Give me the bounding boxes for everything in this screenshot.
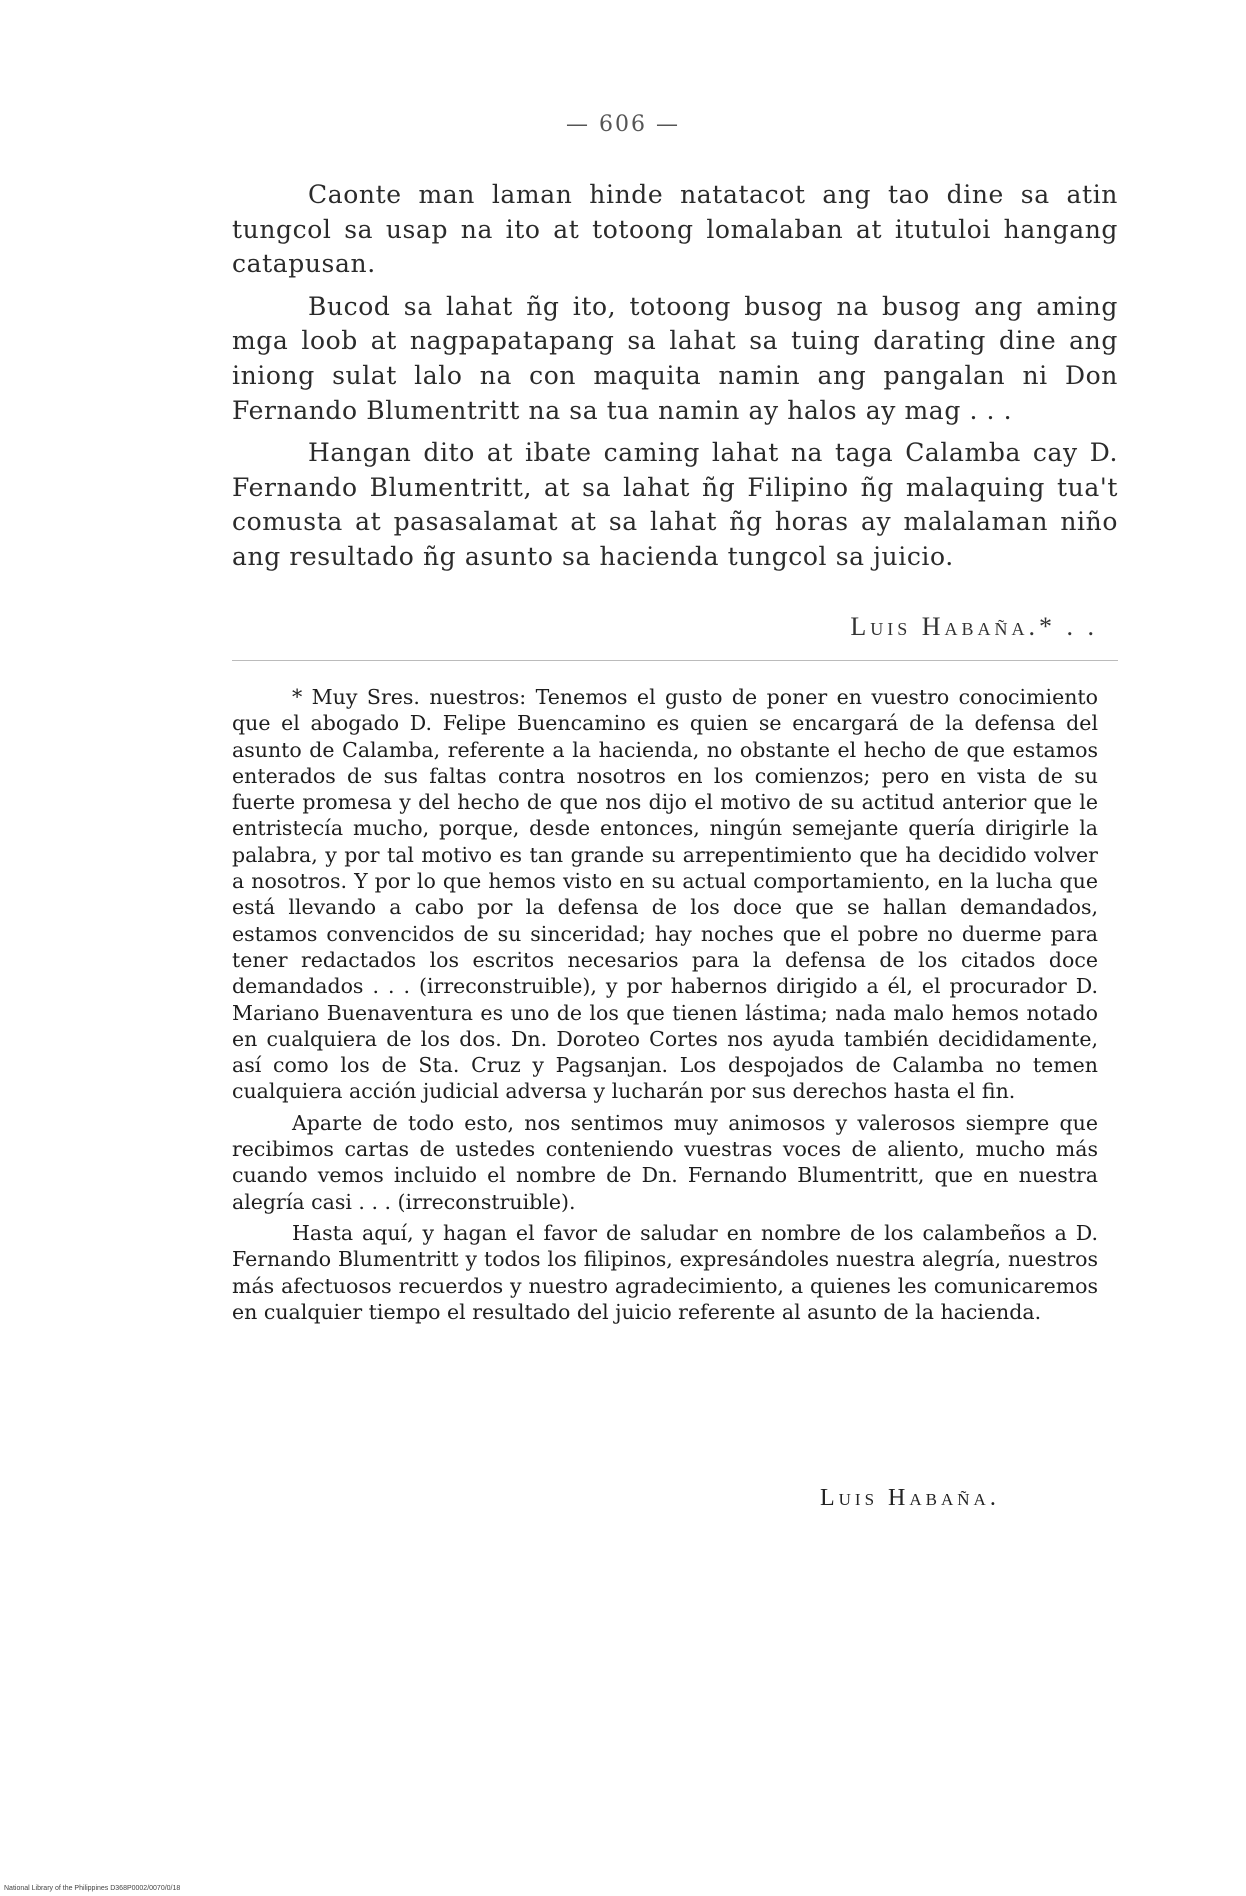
footnote-paragraph: Hasta aquí, y hagan el favor de saludar en nombre de los calambeños a D. Fernando Blumentritt y todos los filipinos, expresándoles nuestra alegría, nuestros más afectuosos recuerdos y nuestro agradecimiento, a quienes les comunicaremos en cualquier tiempo el resultado del juicio referente al asunto de la hacienda. [232, 1220, 1098, 1324]
footnote-divider [232, 660, 1118, 661]
footnote-paragraph: * Muy Sres. nuestros: Tenemos el gusto de poner en vuestro conocimiento que el abogado D. Felipe Buencamino es quien se encargará de la defensa del asunto de Calamba, referente a la hacienda, no obstante el hecho de que estamos enterados de sus faltas contra nosotros en los comienzos; pero en vista de su fuerte promesa y del hecho de que nos dijo el motivo de su actitud anterior que le entristecía mucho, porque, desde entonces, ningún semejante quería dirigirle la palabra, y por tal motivo es tan grande su arrepentimiento que ha decidido volver a nosotros. Y por lo que hemos visto en su actual comportamiento, en la lucha que está llevando a cabo por la defensa de los doce que se hallan demandados, estamos convencidos de su sinceridad; hay noches que el pobre no duerme para tener redactados los escritos necesarios para la defensa de los citados doce demandados . . . (irreconstruible), y por habernos dirigido a él, el procurador D. Mariano Buenaventura es uno de los que tienen lástima; nada malo hemos notado en cualquiera de los dos. Dn. Doroteo Cortes nos ayuda también decididamente, así como los de Sta. Cruz y Pagsanjan. Los despojados de Calamba no temen cualquiera acción judicial adversa y lucharán por sus derechos hasta el fin. [232, 685, 1098, 1104]
footnote-paragraph: Aparte de todo esto, nos sentimos muy animosos y valerosos siempre que recibimos cartas de ustedes conteniendo vuestras voces de aliento, mucho más cuando vemos incluido el nombre de Dn. Fernando Blumentritt, que en nuestra alegría casi . . . (irreconstruible). [232, 1110, 1098, 1214]
footnote [232, 684, 1098, 1330]
main-paragraph: Hangan dito at ibate caming lahat na taga Calamba cay D. Fernando Blumentritt, at sa lahat ñg Filipino ñg malaquing tua't comusta at pasasalamat at sa lahat ñg horas ay malalaman niño ang resultado ñg asunto sa hacienda tungcol sa juicio. [232, 438, 1118, 571]
main-signature: Luis Habaña.* . . [850, 612, 1098, 641]
footnote-signature: Luis Habaña. [820, 1485, 1000, 1511]
page-number: — 606 — [566, 112, 680, 137]
main-text [232, 178, 1118, 583]
main-paragraph: Caonte man laman hinde natatacot ang tao dine sa atin tungcol sa usap na ito at totoong lomalaban at itutuloi hangang catapusan. [232, 180, 1118, 279]
main-paragraph: Bucod sa lahat ñg ito, totoong busog na busog ang aming mga loob at nagpapatapang sa lahat sa tuing darating dine ang iniong sulat lalo na con maquita namin ang pangalan ni Don Fernando Blumentritt na sa tua namin ay halos ay mag . . . [232, 291, 1118, 425]
library-stamp: National Library of the Philippines D368P0002/0070/0/18 [4, 1885, 181, 1892]
